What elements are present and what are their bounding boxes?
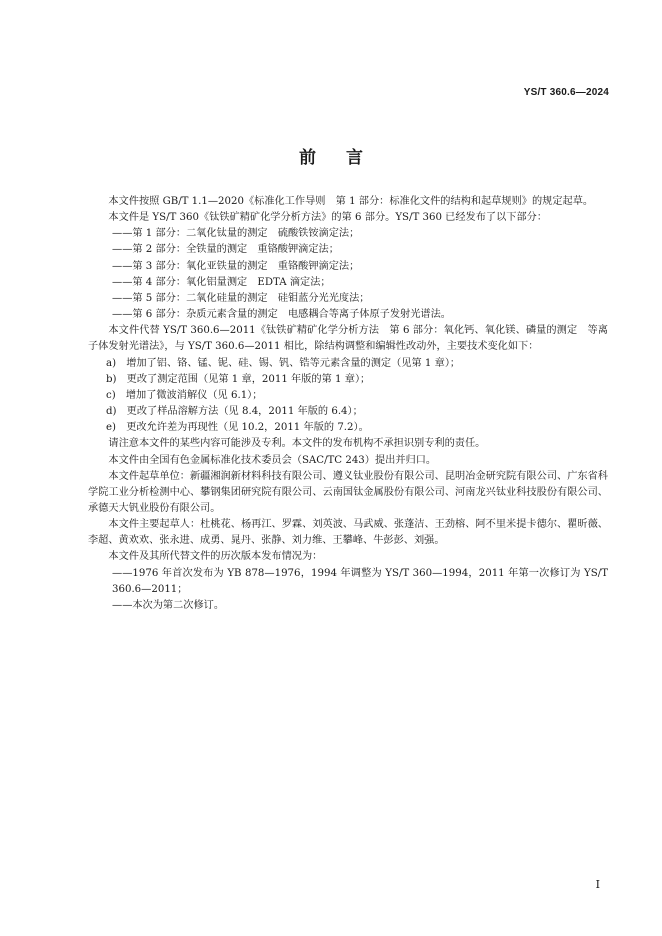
- standard-number: YS/T 360.6—2024: [523, 87, 609, 98]
- page-title: 前言: [299, 148, 393, 168]
- paragraph-drafters: 本文件主要起草人：杜桃花、杨再江、罗霖、刘英波、马武威、张蓬洁、王劲榕、阿不里米提卡德尔、瞿昕薇、李超、黄欢欢、张永进、成勇、晁丹、张静、刘力维、王攀峰、牛彭彭、刘强。: [88, 519, 608, 547]
- list-item-change: e) 更改允许差为再现性（见 10.2，2011 年版的 7.2）。: [106, 422, 369, 434]
- list-item-part: ——第 5 部分：二氧化硅量的测定 硅钼蓝分光光度法；: [112, 292, 370, 304]
- paragraph-patent-notice: 请注意本文件的某些内容可能涉及专利。本文件的发布机构不承担识别专利的责任。: [108, 438, 486, 450]
- paragraph-series-intro: 本文件是 YS/T 360《钛铁矿精矿化学分析方法》的第 6 部分。YS/T 360 已经发布了以下部分：: [108, 212, 548, 224]
- paragraph-drafting-rules: 本文件按照 GB/T 1.1—2020《标准化工作导则 第 1 部分：标准化文件的结构和起草规则》的规定起草。: [108, 196, 594, 207]
- list-item-part: ——第 2 部分：全铁量的测定 重铬酸钾滴定法；: [112, 244, 339, 256]
- paragraph-proposer: 本文件由全国有色金属标准化技术委员会（SAC/TC 243）提出并归口。: [108, 454, 437, 466]
- list-item-history: ——本次为第二次修订。: [112, 599, 225, 611]
- paragraph-history-intro: 本文件及其所代替文件的历次版本发布情况为：: [108, 551, 323, 563]
- list-item-change: d) 更改了样品溶解方法（见 8.4，2011 年版的 6.4）；: [106, 406, 363, 418]
- document-body: [88, 194, 608, 614]
- list-item-change: c) 增加了微波消解仪（见 6.1）；: [106, 389, 263, 401]
- page-number: I: [595, 878, 600, 891]
- paragraph-replacement: 本文件代替 YS/T 360.6—2011《钛铁矿精矿化学分析方法 第 6 部分：氧化钙、氧化镁、磷量的测定 等离子体发射光谱法》，与 YS/T 360.6—2011 相比，除结构调整和编辑性改动外，主要技术变化如下：: [88, 325, 608, 353]
- list-item-history: ——1976 年首次发布为 YB 878—1976，1994 年调整为 YS/T 360—1994，2011 年第一次修订为 YS/T 360.6—2011；: [112, 567, 608, 595]
- list-item-part: ——第 1 部分：二氧化钛量的测定 硫酸铁铵滴定法；: [112, 228, 360, 240]
- list-item-change: a) 增加了铝、铬、锰、铌、硅、锡、钒、锆等元素含量的测定（见第 1 章）；: [106, 357, 461, 369]
- list-item-change: b) 更改了测定范围（见第 1 章，2011 年版的第 1 章）；: [106, 373, 371, 385]
- list-item-part: ——第 4 部分：氧化铝量测定 EDTA 滴定法；: [112, 276, 331, 288]
- list-item-part: ——第 6 部分：杂质元素含量的测定 电感耦合等离子体原子发射光谱法。: [112, 309, 451, 321]
- list-item-part: ——第 3 部分：氧化亚铁量的测定 重铬酸钾滴定法；: [112, 260, 360, 272]
- paragraph-drafting-units: 本文件起草单位：新疆湘润新材料科技有限公司、遵义钛业股份有限公司、昆明冶金研究院有限公司、广东省科学院工业分析检测中心、攀钢集团研究院有限公司、云南国钛金属股份有限公司、河南龙兴钛业科技股份有限公司、承德天大钒业股份有限公司。: [88, 470, 608, 514]
